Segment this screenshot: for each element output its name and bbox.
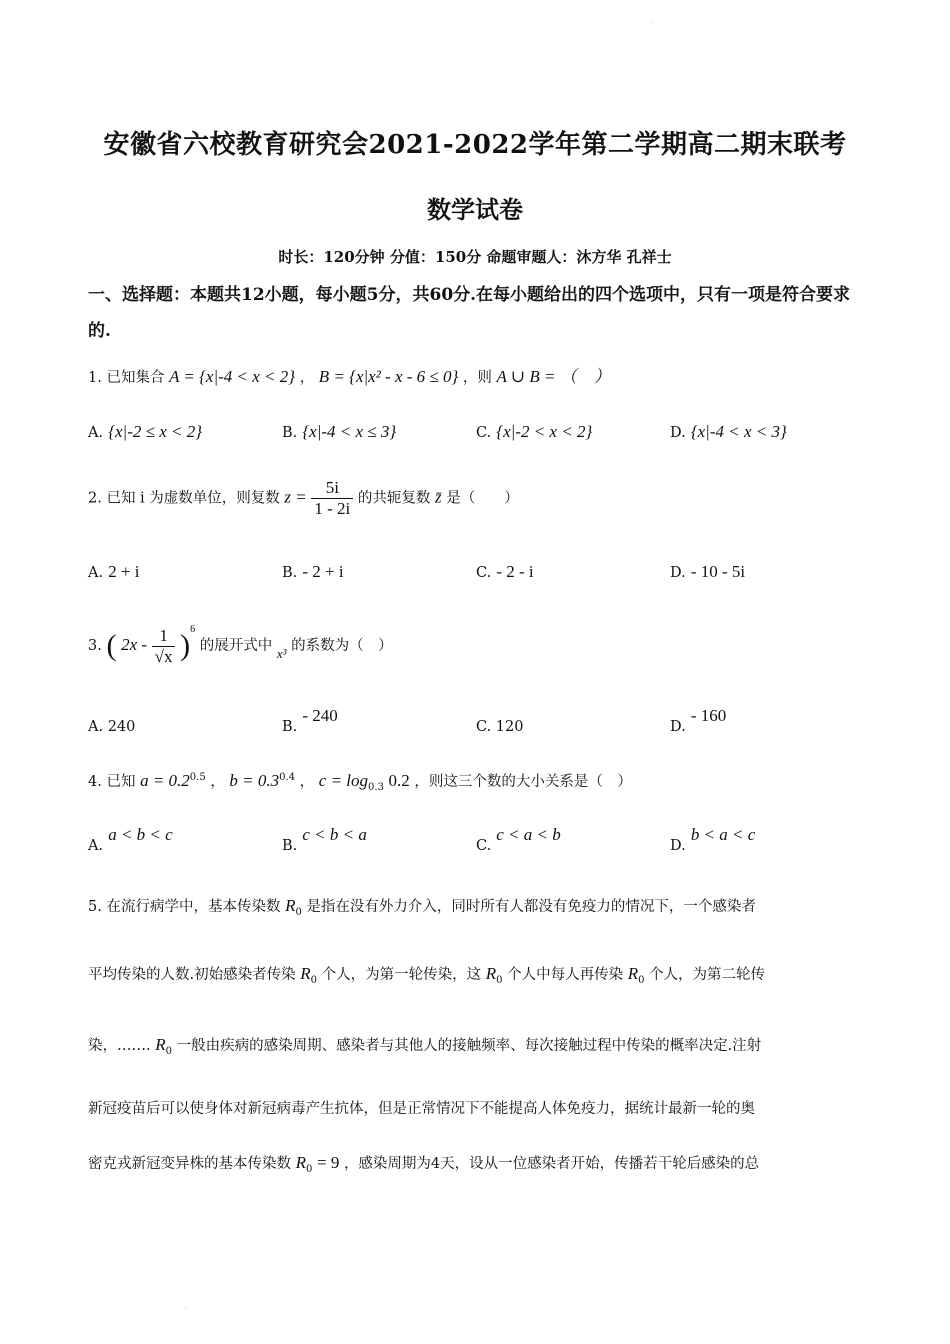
- r0-symbol: R: [300, 964, 311, 983]
- q2-z: z =: [284, 487, 307, 507]
- q2-zbar: z̄: [434, 487, 442, 507]
- q5-text: 5. 在流行病学中，基本传染数: [88, 899, 281, 915]
- option-text: {x|-4 < x ≤ 3}: [302, 422, 397, 441]
- q4-sep-1: ，: [210, 774, 225, 790]
- q5-text: 密克戎新冠变异株的基本传染数: [88, 1156, 291, 1172]
- q4-option-d: [670, 825, 756, 854]
- q5-text: 是指在没有外力介入，同时所有人都没有免疫力的情况下，一个感染者: [306, 899, 756, 915]
- q3-fraction: [152, 626, 176, 667]
- q4-a-exp: 0.5: [189, 772, 206, 784]
- q4-option-c: [476, 825, 561, 854]
- option-text: {x|-4 < x < 3}: [690, 422, 787, 441]
- q3-denominator: √x: [154, 646, 173, 666]
- r0-symbol: R: [285, 896, 296, 915]
- q4-a: a = 0.2: [140, 771, 190, 790]
- q1-option-c: [476, 422, 592, 442]
- q3-option-a: [88, 716, 135, 735]
- r0-subscript: 0: [496, 974, 503, 986]
- q4-prefix: 4. 已知: [88, 774, 136, 790]
- option-label: B.: [282, 425, 298, 441]
- r0-subscript: 0: [295, 906, 302, 918]
- q4-b-exp: 0.4: [279, 772, 296, 784]
- q4-c: c = log: [318, 771, 369, 790]
- option-text: - 160: [690, 706, 727, 725]
- option-label: D.: [670, 838, 686, 854]
- q3-numerator: 1: [152, 626, 176, 647]
- q2-option-c: [476, 562, 534, 582]
- q1-prefix: 1. 已知集合: [88, 370, 165, 386]
- q5-text: 染，…….: [88, 1038, 151, 1054]
- option-label: A.: [88, 838, 104, 854]
- q5-text: 个人，为第一轮传染，这: [321, 967, 482, 983]
- q4-sep-2: ，: [299, 774, 315, 790]
- q2-numerator: 5i: [311, 478, 353, 499]
- q1-expr: A ∪ B = （ ）: [496, 367, 611, 386]
- q5-text: 新冠疫苗后可以使身体对新冠病毒产生抗体，但是正常情况下不能提高人体免疫力，据统计最新一轮的奥: [88, 1101, 755, 1117]
- q2-fraction: [311, 478, 353, 519]
- q4-b: b = 0.3: [229, 771, 280, 790]
- option-label: C.: [476, 838, 492, 854]
- r0-symbol: R: [485, 964, 497, 983]
- scan-dot: ·: [650, 20, 652, 27]
- q5-line-2: [88, 963, 765, 986]
- q3-option-b: [282, 706, 338, 735]
- question-1: [88, 362, 611, 387]
- exam-title: 安徽省六校教育研究会2021-2022学年第二学期高二期末联考: [103, 130, 847, 160]
- q5-line-3: [88, 1034, 761, 1057]
- option-label: D.: [670, 425, 686, 441]
- exam-meta: 时长：120分钟 分值：150分 命题审题人：沐方华 孔祥士: [278, 248, 672, 266]
- q2-option-d: [670, 562, 745, 582]
- q4-suffix: ，则这三个数的大小关系是（ ）: [414, 774, 632, 790]
- exam-subtitle: 数学试卷: [427, 195, 523, 224]
- section-heading: 一、选择题：本题共12小题，每小题5分，共60分.在每小题给出的四个选项中，只有一项是符合要求的.: [88, 285, 851, 341]
- q3-mid: 的展开式中: [199, 638, 273, 654]
- q4-option-a: [88, 825, 173, 854]
- option-label: A. 240: [88, 719, 136, 735]
- option-label: C.: [476, 565, 492, 581]
- option-label: A.: [88, 425, 104, 441]
- q1-option-d: [670, 422, 787, 442]
- q2-mid: 的共轭复数: [357, 490, 431, 507]
- r0-symbol: R: [627, 964, 639, 983]
- q1-option-a: [88, 422, 202, 442]
- r0-subscript: 0: [638, 974, 645, 986]
- q3-suffix: 的系数为（ ）: [291, 638, 393, 654]
- q3-term: x³: [276, 646, 287, 661]
- option-label: A.: [88, 565, 104, 581]
- option-label: B.: [282, 838, 298, 854]
- option-text: - 10 - 5i: [690, 562, 746, 581]
- r0-subscript: 0: [310, 974, 317, 986]
- option-text: a < b < c: [108, 825, 173, 844]
- q5-line-4: [88, 1097, 755, 1118]
- option-label: C. 120: [476, 719, 524, 735]
- q5-text: ，感染周期为4天，设从一位感染者开始，传播若干轮后感染的总: [343, 1156, 760, 1172]
- left-paren: (: [106, 629, 117, 662]
- scan-dot: ·: [185, 1305, 187, 1312]
- q5-text: 一般由疾病的感染周期、感染者与其他人的接触频率、每次接触过程中传染的概率决定.注射: [176, 1038, 762, 1054]
- option-label: C.: [476, 425, 492, 441]
- question-4: [88, 770, 632, 793]
- q4-c-arg: 0.2: [388, 771, 410, 790]
- q5-line-5: [88, 1152, 759, 1175]
- q5-text: 个人中每人再传染: [507, 967, 624, 983]
- q1-comma: ，: [299, 370, 315, 386]
- option-text: - 240: [302, 706, 338, 725]
- option-label: B.: [282, 719, 298, 735]
- q3-expr-left: 2x -: [121, 635, 148, 654]
- q3-option-d: [670, 706, 727, 735]
- right-paren: ): [180, 629, 191, 662]
- option-label: B.: [282, 565, 298, 581]
- q3-prefix: 3.: [88, 638, 102, 654]
- option-label: D.: [670, 565, 686, 581]
- q3-power: 6: [190, 624, 196, 635]
- q2-option-a: [88, 562, 140, 582]
- option-text: {x|-2 < x < 2}: [496, 422, 593, 441]
- option-text: c < b < a: [302, 825, 367, 844]
- q2-option-b: [282, 562, 344, 582]
- option-text: c < a < b: [496, 825, 561, 844]
- option-text: 2 + i: [108, 562, 140, 581]
- q2-denominator: 1 - 2i: [314, 499, 351, 518]
- q3-option-c: [476, 716, 523, 735]
- option-label: D.: [670, 719, 686, 735]
- q1-set-a: A = {x|-4 < x < 2}: [169, 367, 296, 386]
- r0-value: = 9: [316, 1153, 340, 1172]
- option-text: - 2 + i: [302, 562, 344, 581]
- q4-option-b: [282, 825, 367, 854]
- question-3: [88, 624, 393, 667]
- option-text: b < a < c: [690, 825, 756, 844]
- r0-subscript: 0: [306, 1163, 313, 1175]
- q4-c-base: 0.3: [368, 781, 384, 793]
- q2-suffix: 是（ ）: [446, 490, 519, 507]
- q1-set-b: B = {x|x² - x - 6 ≤ 0}: [318, 367, 459, 386]
- q1-option-b: [282, 422, 396, 442]
- q5-text: 平均传染的人数.初始感染者传染: [88, 967, 296, 983]
- q5-line-1: [88, 895, 756, 918]
- r0-symbol: R: [295, 1153, 306, 1172]
- r0-subscript: 0: [165, 1045, 172, 1057]
- question-2: [88, 478, 519, 519]
- q1-then: ，则: [462, 370, 492, 386]
- option-text: - 2 - i: [496, 562, 534, 581]
- q5-text: 个人，为第二轮传: [649, 967, 766, 983]
- option-text: {x|-2 ≤ x < 2}: [108, 422, 203, 441]
- q2-prefix: 2. 已知 i 为虚数单位，则复数: [88, 490, 280, 507]
- r0-symbol: R: [155, 1035, 166, 1054]
